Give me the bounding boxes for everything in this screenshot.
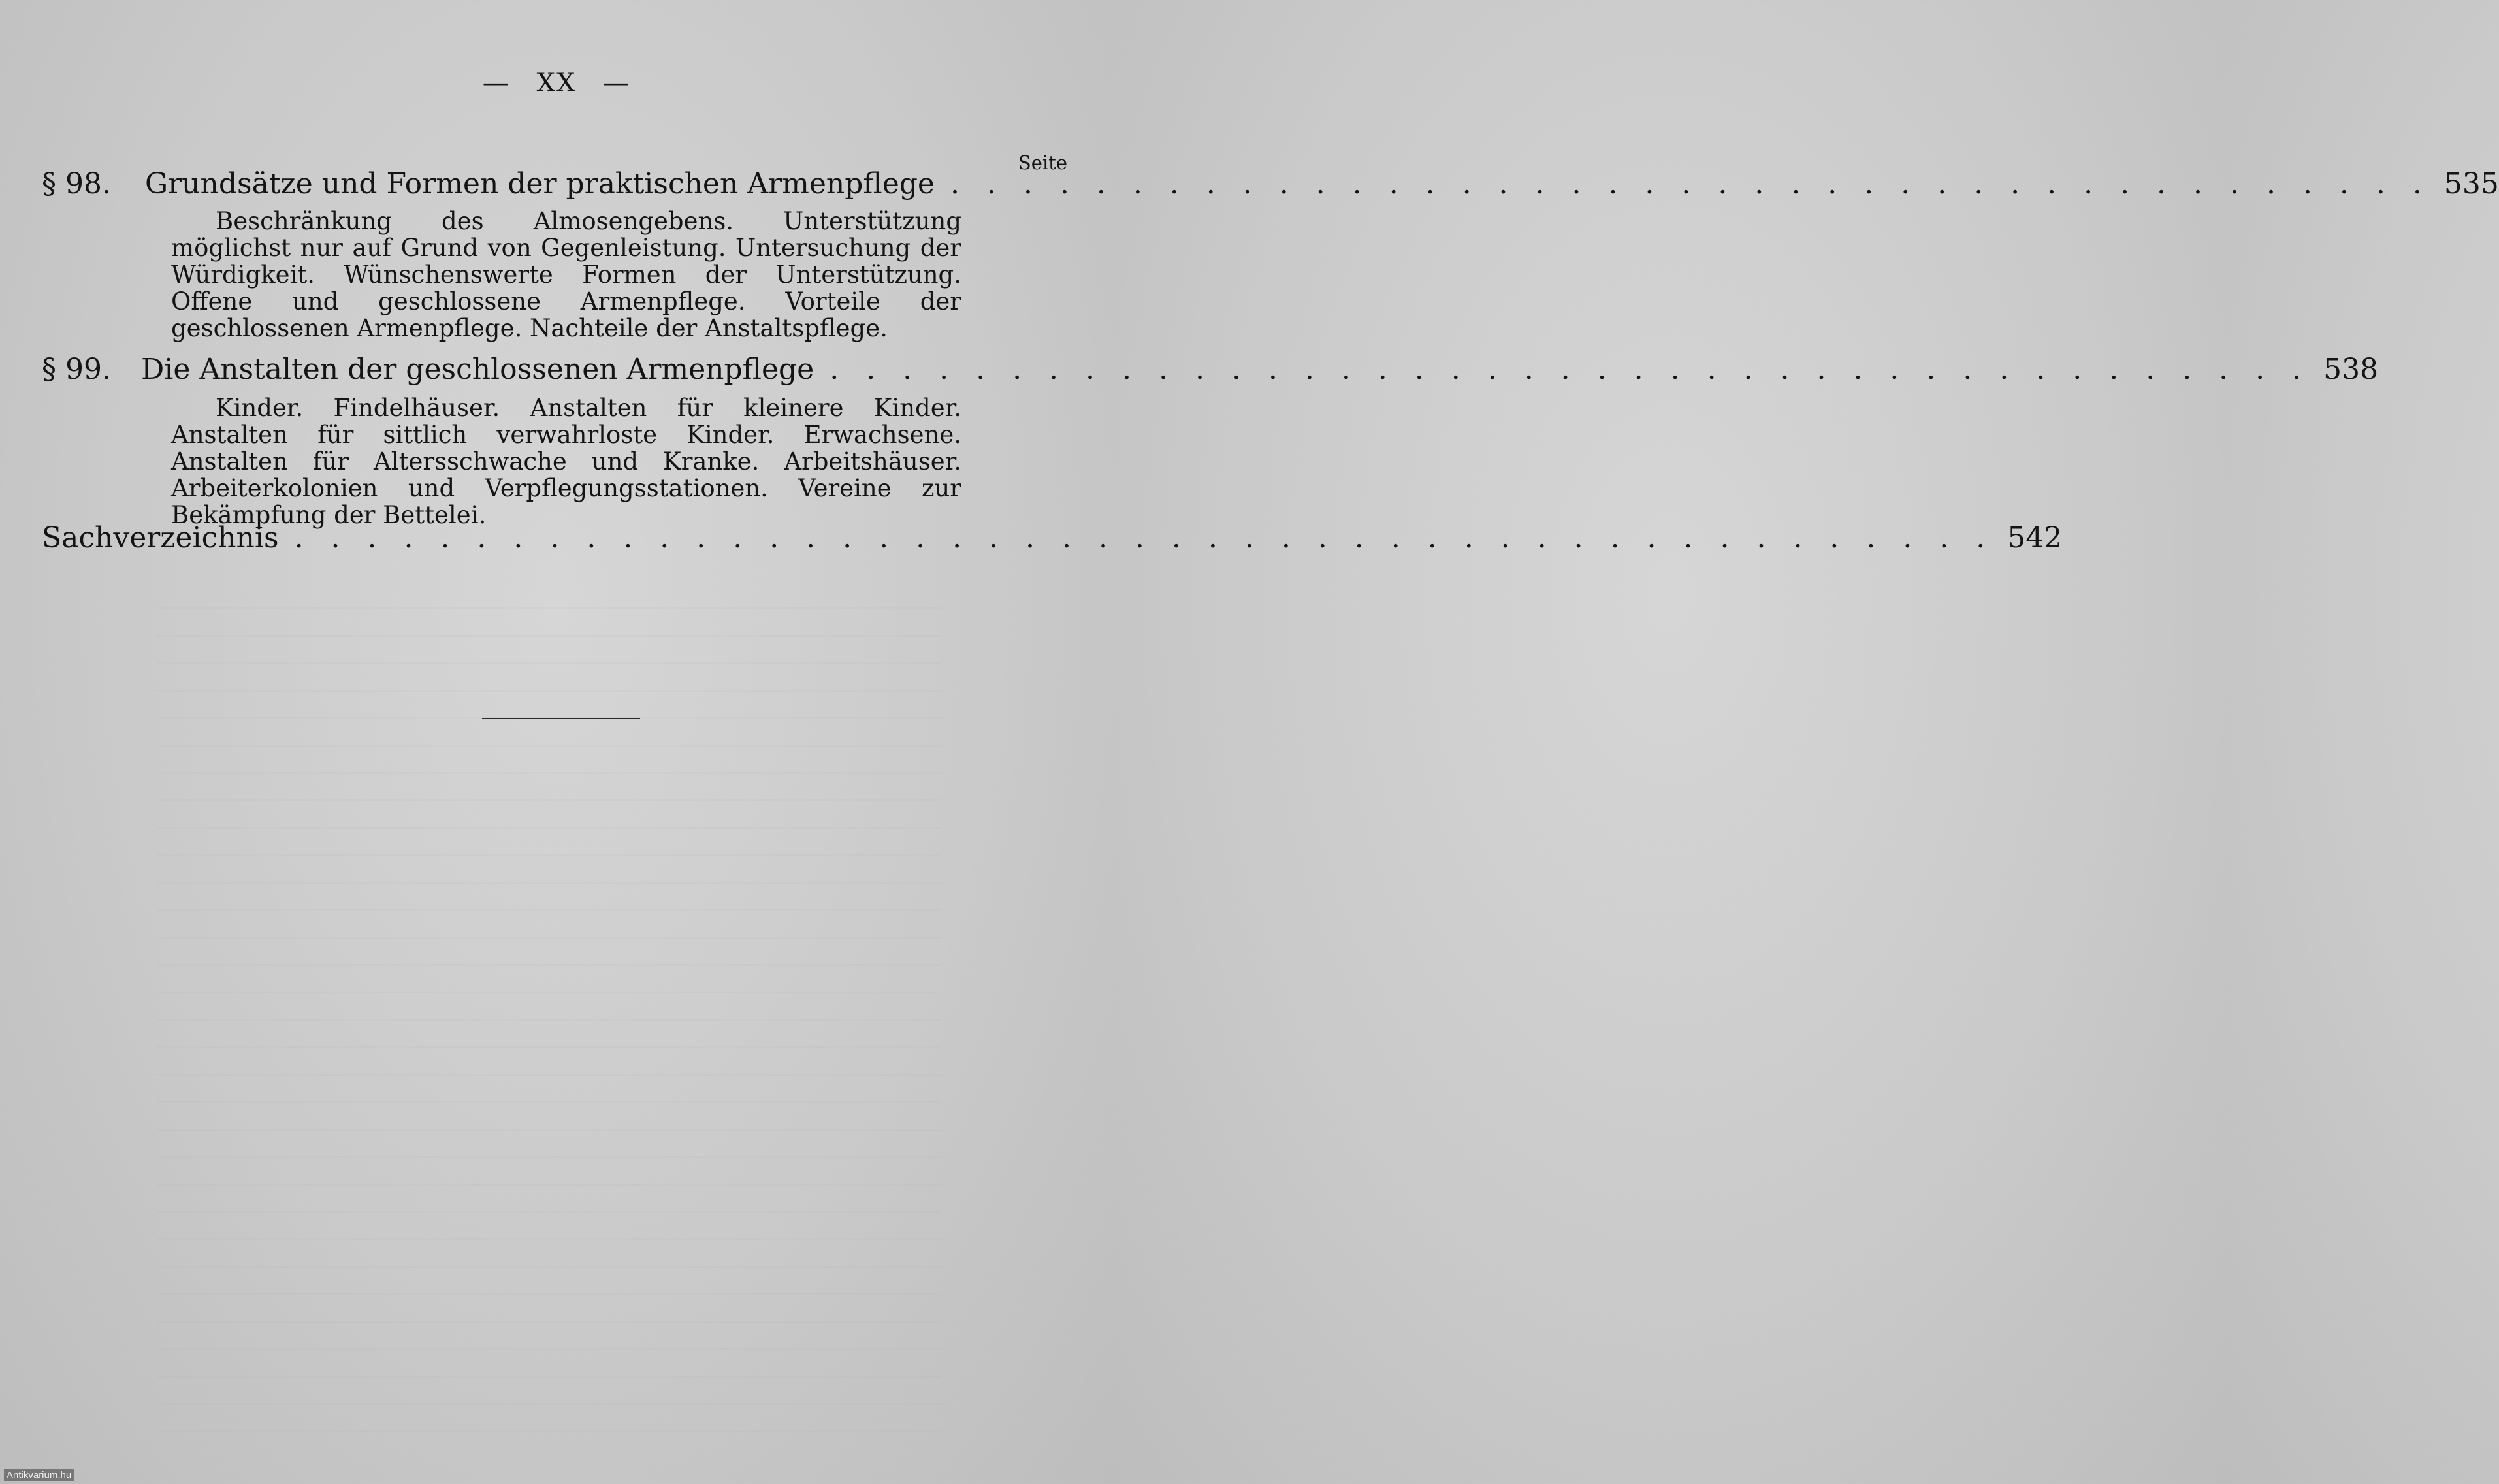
header-dash-right: —: [603, 68, 631, 98]
index-title: Sachverzeichnis: [42, 521, 279, 555]
section-title: Grundsätze und Formen der praktischen Armenpflege: [145, 167, 935, 201]
dot-leader: . . . . . . . . . . . . . . . . . . . . . . . . . . . . . . . . . . . . . . . . .: [830, 353, 2311, 386]
section-description: Beschränkung des Almosengebens. Unterstützung möglichst nur auf Grund von Gegenleistung. Untersuchung der Würdigkeit. Wünschenswerte Formen der Unterstützung. Offene und geschlossene Armenpflege. Vorteile der geschlossenen Armenpflege. Nachteile der Anstaltspflege.: [171, 207, 961, 342]
show-through-texture: [157, 607, 941, 1457]
section-title: Die Anstalten der geschlossenen Armenpflege: [141, 353, 814, 386]
section-number: § 99.: [42, 353, 111, 386]
toc-entry-index: [42, 520, 2063, 556]
index-page: 542: [2007, 521, 2063, 555]
page-number-roman: XX: [536, 68, 577, 98]
section-page: 538: [2323, 353, 2379, 386]
page-column-label: Seite: [1018, 152, 1067, 174]
header-dash-left: —: [482, 68, 510, 98]
dot-leader: . . . . . . . . . . . . . . . . . . . . . . . . . . . . . . . . . . . . . . . . . . . . . . .: [294, 521, 1995, 555]
section-description: Kinder. Findelhäuser. Anstalten für kleinere Kinder. Anstalten für sittlich verwahrloste Kinder. Erwachsene. Anstalten für Altersschwache und Kranke. Arbeitshäuser. Arbeiterkolonien und Verpflegungsstationen. Vereine zur Bekämpfung der Bettelei.: [171, 394, 961, 529]
page-header: [0, 68, 1113, 98]
dot-leader: . . . . . . . . . . . . . . . . . . . . . . . . . . . . . . . . . . . . . . . . .: [950, 167, 2431, 201]
section-number: § 98.: [42, 167, 111, 201]
toc-entry-99: [42, 351, 2379, 388]
section-page: 535: [2443, 167, 2499, 201]
toc-entry-98: [42, 166, 2499, 202]
closing-rule: [482, 718, 640, 719]
watermark: Antikvarium.hu: [4, 1469, 74, 1481]
